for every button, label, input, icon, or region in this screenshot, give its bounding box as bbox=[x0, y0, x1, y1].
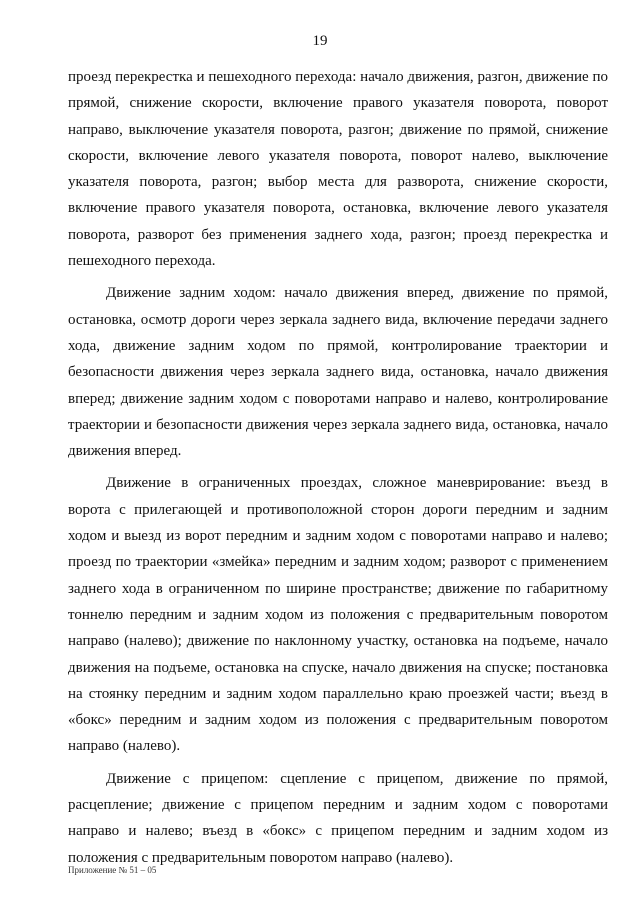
page-number: 19 bbox=[312, 33, 328, 49]
footer-appendix-label: Приложение № 51 – 05 bbox=[68, 865, 157, 875]
paragraph-trailer-driving: Движение с прицепом: сцепление с прицепом, движение по прямой, расцепление; движение с прицепом передним и задним ходом с поворотами направо и налево; въезд в «бокс» с прицепом передним и задним ходом из положения с предварительным поворотом направо (налево). bbox=[68, 770, 608, 866]
paragraph-reverse-driving: Движение задним ходом: начало движения вперед, движение по прямой, остановка, осмотр дороги через зеркала заднего вида, включение передачи заднего хода, движение задним ходом по прямой, контролирование траектории и безопасности движения через зеркала заднего вида, остановка, начало движения вперед; движение задним ходом с поворотами направо и налево, контролирование траектории и безопасности движения через зеркала заднего вида, остановка, начало движения вперед. bbox=[68, 285, 608, 460]
document-body bbox=[68, 64, 608, 871]
paragraph-intersection-crossing: проезд перекрестка и пешеходного перехода: начало движения, разгон, движение по прямой, снижение скорости, включение правого указателя поворота, поворот направо, выключение указателя поворота, разгон; движение по прямой, снижение скорости, включение левого указателя поворота, поворот налево, выключение указателя поворота, разгон; выбор места для разворота, снижение скорости, включение правого указателя поворота, остановка, включение левого указателя поворота, разворот без применения заднего хода, разгон; проезд перекрестка и пешеходного перехода. bbox=[68, 69, 608, 270]
paragraph-restricted-maneuvering: Движение в ограниченных проездах, сложное маневрирование: въезд в ворота с прилегающей и противоположной сторон дороги передним и задним ходом и выезд из ворот передним и задним ходом с поворотами направо и налево; проезд по траектории «змейка» передним и задним ходом; разворот с применением заднего хода в ограниченном по ширине пространстве; движение по габаритному тоннелю передним и задним ходом из положения с предварительным поворотом направо (налево); движение по наклонному участку, остановка на подъеме, начало движения на подъеме, остановка на спуске, начало движения на спуске; постановка на стоянку передним и задним ходом параллельно краю проезжей части; въезд в «бокс» передним и задним ходом из положения с предварительным поворотом направо (налево). bbox=[68, 475, 608, 755]
